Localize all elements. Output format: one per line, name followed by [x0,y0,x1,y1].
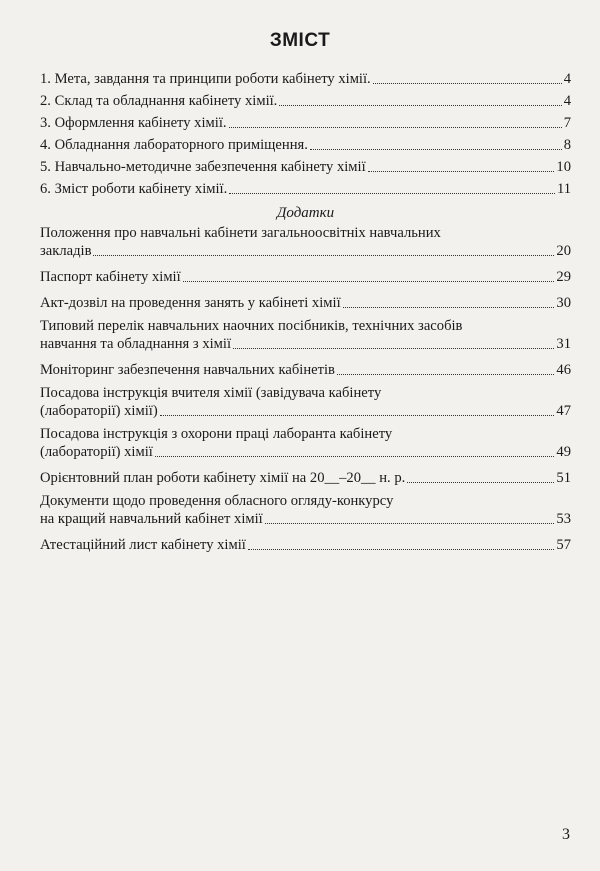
appendix-title-line: Посадова інструкція вчителя хімії (завідувача кабінету [40,385,382,401]
appendix-title-line: Положення про навчальні кабінети загальноосвітніх навчальних [40,225,441,241]
appendix-item [40,225,571,260]
toc-entry-label: Моніторинг забезпечення навчальних кабінетів [40,362,335,378]
toc-entry [40,467,571,487]
appendix-title-line: Посадова інструкція з охорони праці лаборанта кабінету [40,426,393,442]
dot-leader [373,83,562,84]
toc-entry-page: 47 [556,403,571,419]
toc-entry [40,66,571,88]
toc-entry-label: Акт-дозвіл на проведення занять у кабінеті хімії [40,295,341,311]
toc-entry-page: 4 [563,93,571,109]
toc-entry-page: 31 [556,336,571,352]
dot-leader [183,281,555,282]
toc-entry [40,534,571,554]
toc-entry-page: 46 [556,362,571,378]
toc-entry-page: 49 [556,444,571,460]
toc-entry-label: (лабораторії) хімії) [40,403,158,419]
appendix-title-line: Типовий перелік навчальних наочних посібників, технічних засобів [40,318,463,334]
toc-entry-label: (лабораторії) хімії [40,444,153,460]
toc-entry [40,510,571,528]
toc-entry-page: 51 [556,470,571,486]
toc-entry-label: Паспорт кабінету хімії [40,269,181,285]
toc-entry-label: 4. Обладнання лабораторного приміщення. [40,137,308,153]
toc-entry [40,402,571,420]
dot-leader [248,549,555,550]
toc-entry [40,242,571,260]
toc-entry-label: 5. Навчально-методичне забезпечення кабінету хімії [40,159,366,175]
toc-entry [40,266,571,286]
appendix-list [40,225,571,554]
toc-entry [40,359,571,379]
dot-leader [337,374,554,375]
toc-entry [40,443,571,461]
toc-entry-label: 3. Оформлення кабінету хімії. [40,115,227,131]
dot-leader [93,255,554,256]
toc-entry [40,88,571,110]
toc-entry-label: навчання та обладнання з хімії [40,336,232,352]
toc-entry-page: 53 [556,511,571,527]
toc-entry-page: 57 [556,537,571,553]
appendix-item [40,385,571,420]
toc-entry-label: Орієнтовний план роботи кабінету хімії на 20__–20__ н. р. [40,470,406,486]
toc-entry-page: 10 [556,159,571,175]
appendix-heading: Додатки [276,205,335,221]
dot-leader [407,482,554,483]
dot-leader [229,127,562,128]
appendix-item [40,292,571,312]
toc-entry-label: на кращий навчальний кабінет хімії [40,511,263,527]
toc-entry-page: 30 [556,295,571,311]
toc-entry-page: 11 [556,181,571,197]
page-title: ЗМІСТ [269,30,331,51]
page-number: 3 [562,826,570,843]
toc-entry [40,154,571,176]
toc-entry [40,132,571,154]
dot-leader [265,523,555,524]
appendix-item [40,534,571,554]
dot-leader [233,348,554,349]
appendix-title-line: Документи щодо проведення обласного огляду-конкурсу [40,493,394,509]
toc-entry-page: 29 [556,269,571,285]
table-of-contents [40,66,571,560]
appendix-item [40,426,571,461]
dot-leader [279,105,561,106]
dot-leader [155,456,555,457]
dot-leader [310,149,562,150]
toc-entry-page: 20 [556,243,571,259]
toc-entry-page: 4 [563,71,571,87]
dot-leader [160,415,555,416]
toc-entry [40,176,571,198]
toc-entry [40,292,571,312]
toc-entry-page: 7 [563,115,571,131]
appendix-item [40,359,571,379]
toc-entry-label: 1. Мета, завдання та принципи роботи кабінету хімії. [40,71,371,87]
toc-entry-label: Атестаційний лист кабінету хімії [40,537,246,553]
dot-leader [368,171,555,172]
section-list [40,66,571,198]
appendix-item [40,266,571,286]
toc-entry [40,110,571,132]
toc-entry-page: 8 [563,137,571,153]
toc-entry-label: 6. Зміст роботи кабінету хімії. [40,181,228,197]
appendix-item [40,318,571,353]
dot-leader [229,193,555,194]
dot-leader [343,307,555,308]
appendix-item [40,493,571,528]
toc-entry [40,335,571,353]
toc-entry-label: 2. Склад та обладнання кабінету хімії. [40,93,278,109]
toc-entry-label: закладів [40,243,92,259]
appendix-item [40,467,571,487]
